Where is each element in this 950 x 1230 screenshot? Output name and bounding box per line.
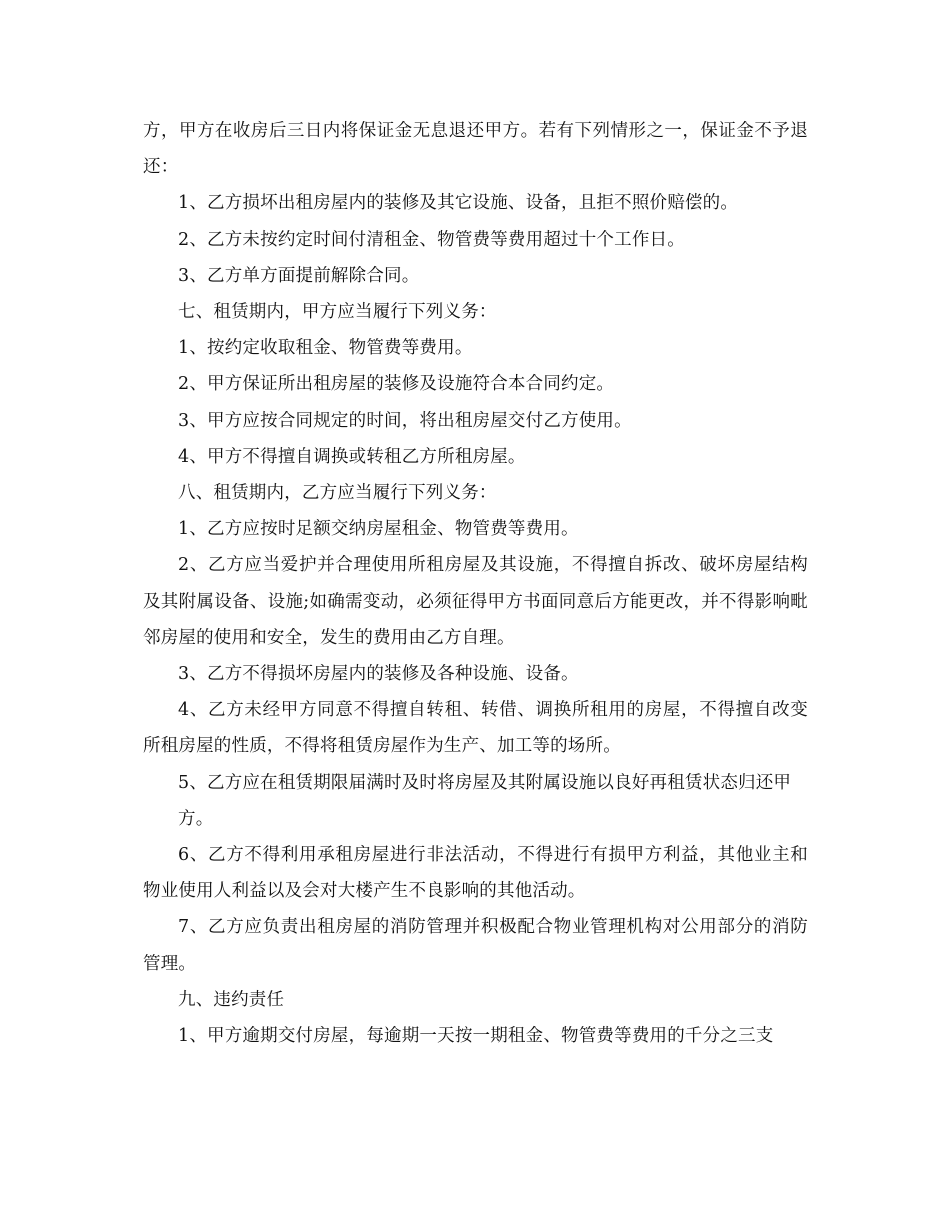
- document-body: [143, 113, 808, 1054]
- section-heading: 七、租赁期内，甲方应当履行下列义务：: [178, 302, 497, 323]
- paragraph: 1、按约定收取租金、物管费等费用。: [178, 338, 473, 359]
- paragraph: 7、乙方应负责出租房屋的消防管理并积极配合物业管理机构对公用部分的消防管理。: [143, 917, 808, 974]
- paragraph: 1、乙方应按时足额交纳房屋租金、物管费等费用。: [178, 519, 579, 540]
- paragraph: 方。: [178, 808, 214, 829]
- paragraph: 5、乙方应在租赁期限届满时及时将房屋及其附属设施以良好再租赁状态归还甲: [178, 772, 792, 793]
- paragraph: 方，甲方在收房后三日内将保证金无息退还甲方。若有下列情形之一，保证金不予退还：: [143, 121, 808, 178]
- paragraph: 2、甲方保证所出租房屋的装修及设施符合本合同约定。: [178, 374, 615, 395]
- paragraph: 1、甲方逾期交付房屋，每逾期一天按一期租金、物管费等费用的千分之三支: [178, 1026, 774, 1047]
- paragraph: 1、乙方损坏出租房屋内的装修及其它设施、设备，且拒不照价赔偿的。: [178, 193, 739, 214]
- paragraph: 2、乙方应当爱护并合理使用所租房屋及其设施，不得擅自拆改、破坏房屋结构及其附属设备、设施;如确需变动，必须征得甲方书面同意后方能更改，并不得影响毗邻房屋的使用和安全，发生的费用由乙方自理。: [143, 555, 808, 648]
- paragraph: 3、甲方应按合同规定的时间，将出租房屋交付乙方使用。: [178, 410, 632, 431]
- paragraph: 3、乙方不得损坏房屋内的装修及各种设施、设备。: [178, 664, 579, 685]
- paragraph: 2、乙方未按约定时间付清租金、物管费等费用超过十个工作日。: [178, 229, 685, 250]
- paragraph: 4、甲方不得擅自调换或转租乙方所租房屋。: [178, 446, 526, 467]
- paragraph: 6、乙方不得利用承租房屋进行非法活动，不得进行有损甲方利益，其他业主和物业使用人利益以及会对大楼产生不良影响的其他活动。: [143, 845, 808, 902]
- section-heading: 九、违约责任: [178, 989, 285, 1010]
- paragraph: 3、乙方单方面提前解除合同。: [178, 265, 420, 286]
- paragraph: 4、乙方未经甲方同意不得擅自转租、转借、调换所租用的房屋，不得擅自改变所租房屋的性质，不得将租赁房屋作为生产、加工等的场所。: [143, 700, 808, 757]
- section-heading: 八、租赁期内，乙方应当履行下列义务：: [178, 483, 497, 504]
